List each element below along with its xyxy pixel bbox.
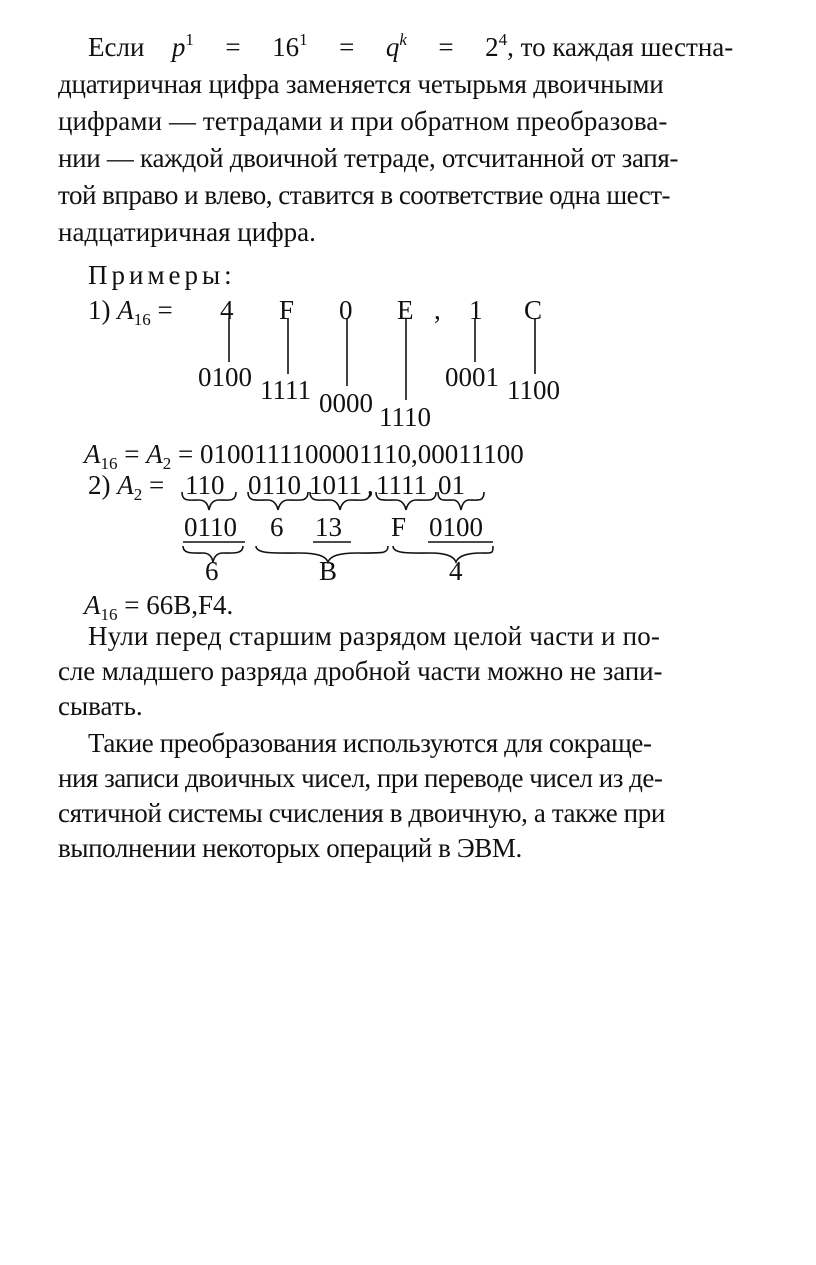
paragraph3-line2: ния записи двоичных чисел, при переводе чисел из де- xyxy=(58,763,663,793)
hex-digit: 4 xyxy=(220,295,234,325)
paragraph2-line1: Нули перед старшим разрядом целой части и по- xyxy=(88,621,661,651)
paragraph3-line4: выполнении некоторых операций в ЭВМ. xyxy=(58,833,522,863)
paragraph1-line4: нии — каждой двоичной тетраде, отсчитанной от запя- xyxy=(58,143,679,173)
result-var-2: A xyxy=(146,439,163,469)
result-eq-1: = xyxy=(124,439,140,469)
paragraph2-line2: сле младшего разряда дробной части можно не запи- xyxy=(58,656,663,686)
eq-2: = xyxy=(339,32,355,62)
exp-p: 1 xyxy=(185,30,194,49)
binary-comma: , xyxy=(367,470,374,500)
example2-result-rest: = 66B,F4. xyxy=(124,590,234,620)
hex-comma: , xyxy=(434,295,441,325)
example2-eq: = xyxy=(149,470,165,500)
val-16: 16 xyxy=(272,32,300,62)
result-rest: = 0100111100001110,00011100 xyxy=(177,439,524,469)
example2-lhs-sub: 2 xyxy=(133,485,143,504)
binary-group: 1011 xyxy=(309,470,362,500)
paragraph1-line6: надцатиричная цифра. xyxy=(58,217,316,247)
example2-lhs-var: A xyxy=(117,470,134,500)
example2-lhs xyxy=(88,470,165,504)
eq-3: = xyxy=(438,32,454,62)
tetrad: 0001 xyxy=(445,362,499,392)
tetrad: 1110 xyxy=(379,402,431,432)
middle-value: F xyxy=(391,512,407,542)
example2-label: 2) xyxy=(88,470,111,500)
result-var-1: A xyxy=(84,439,101,469)
tetrad: 0100 xyxy=(198,362,252,392)
middle-value: 0110 xyxy=(184,512,237,542)
paragraph1-line2: дцатиричная цифра заменяется четырьмя двоичными xyxy=(58,69,664,99)
hex-digit: F xyxy=(279,295,295,325)
example2-result-var: A xyxy=(84,590,101,620)
bottom-value: 6 xyxy=(205,556,219,586)
tetrad: 0000 xyxy=(319,388,373,418)
example2-result-sub: 16 xyxy=(100,605,118,624)
hex-digit: 0 xyxy=(339,295,353,325)
binary-group: 1111 xyxy=(376,470,427,500)
tetrad: 1111 xyxy=(260,375,311,405)
bottom-value: 4 xyxy=(449,556,463,586)
exp-2: 4 xyxy=(498,30,508,49)
example1-connector-lines xyxy=(88,22,768,642)
line1-rest: , то каждая шестна- xyxy=(507,32,734,62)
brace-4 xyxy=(393,546,493,562)
examples-heading: Примеры: xyxy=(88,260,236,290)
example1-result xyxy=(84,439,524,473)
middle-value: 0100 xyxy=(429,512,483,542)
middle-value: 6 xyxy=(270,512,284,542)
example1-lhs-sub: 16 xyxy=(133,310,151,329)
paragraph3-line3: сятичной системы счисления в двоичную, а также при xyxy=(58,798,665,828)
result-sub-1: 16 xyxy=(100,454,118,473)
binary-group: 0110 xyxy=(248,470,301,500)
paragraph1-line5: той вправо и влево, ставится в соответствие одна шест- xyxy=(58,180,671,210)
binary-group: 01 xyxy=(438,470,465,500)
example1-eq: = xyxy=(157,295,173,325)
eq-1: = xyxy=(225,32,241,62)
tetrad: 1100 xyxy=(507,375,560,405)
val-2: 2 xyxy=(485,32,499,62)
exp-q: k xyxy=(399,30,407,49)
exp-16: 1 xyxy=(299,30,308,49)
result-sub-2: 2 xyxy=(162,454,172,473)
middle-value: 13 xyxy=(315,512,342,542)
var-q: q xyxy=(385,32,400,62)
hex-digit: C xyxy=(524,295,543,325)
paragraph1-line3: цифрами — тетрадами и при обратном преобразова- xyxy=(58,106,668,136)
example1-lhs-var: A xyxy=(117,295,134,325)
paragraph3-line1: Такие преобразования используются для сокраще- xyxy=(88,728,652,758)
hex-digit: E xyxy=(397,295,414,325)
example2-result xyxy=(84,590,234,624)
intro-word: Если xyxy=(88,32,145,62)
bottom-value: B xyxy=(319,556,338,586)
hex-digit: 1 xyxy=(469,295,483,325)
var-p: p xyxy=(171,32,186,62)
paragraph2-line3: сывать. xyxy=(58,691,143,721)
binary-group: 110 xyxy=(185,470,225,500)
example1-label: 1) xyxy=(88,295,111,325)
